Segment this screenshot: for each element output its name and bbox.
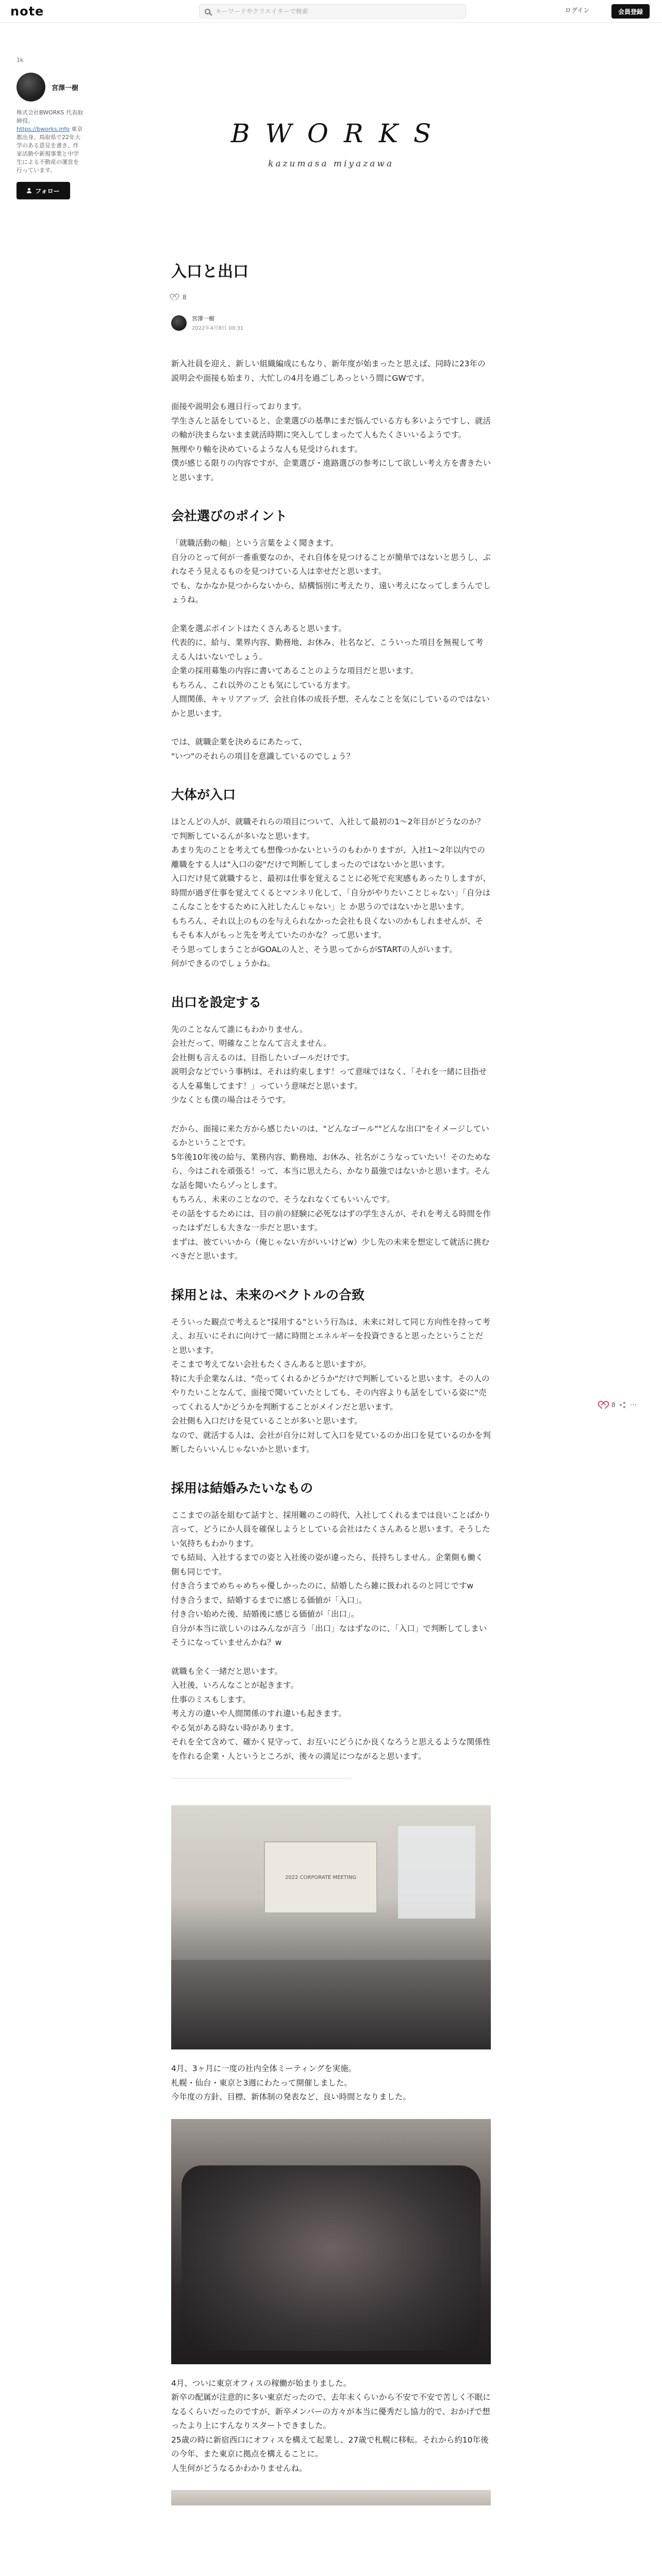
banner-title: BWORKS xyxy=(230,118,447,148)
top-header xyxy=(0,0,662,23)
heart-icon[interactable] xyxy=(171,294,178,301)
section-heading: 採用は結婚みたいなもの xyxy=(171,1480,313,1496)
login-link[interactable]: ログイン xyxy=(565,7,590,14)
paragraph: 4月、ついに東京オフィスの稼働が始まりました。 新卒の配属が注意的に多い東京だったので、去年末くらいから不安で不安で苦しく不眠になるくらいだったのですが、新卒メンバーの方々が本当に優秀だし協力的で、おかげで想ったより上にすんなりスタートできました。 25歳の時に新宿西口にオフィスを構えて起業し、27歳で札幌に移転。それから約10年後の今年、また東京に拠点を構えることに。 人生何がどうなるかわかりませんね。 xyxy=(171,2378,491,2473)
paragraph: ほとんどの人が、就職それらの項目について、入社して最初の1〜2年目がどうなのか？で判断しているんが多いなと思います。 あまり先のことを考えても想像つかないというのもわかりますが、入社1〜2年以内での離職をする人は"入口の姿"だけで判断してしまったのではないかと思います。 入口だけ見て就職すると、最初は仕事を覚えることに必死で充実感もあったりしますが、時間が過ぎ仕事を覚えてくるとマンネリ化して、「自分がやりたいことじゃない」「自分はこんなことをするために入社したんじゃない」と か思うのではないかと思います。 もちろん、それ以上のものを与えられなかった会社も良くないのかもしれませんが、そもそも本人がもっと先を考えていたのかな？って思います。 そう思ってしまうことがGOALの人と、そう思ってからがSTARTの人がいます。 何ができるのでしょうかね。 xyxy=(171,817,491,968)
person-add-icon xyxy=(27,188,32,193)
author-avatar[interactable] xyxy=(171,315,187,331)
heart-icon[interactable] xyxy=(599,1401,607,1409)
search-input[interactable] xyxy=(216,8,453,15)
author-meta xyxy=(192,314,243,331)
creator-avatar[interactable] xyxy=(16,73,45,101)
paragraph: 先のことなんて誰にもわかりません。 会社だって、明確なことなんて言えません。 会社側も言えるのは、目指したいゴールだけです。 説明会などでいう事柄は、それは約束します！って意味ではなく、「それを一緒に目指せる人を募集してます！」っていう意味だと思います。 少なくとも僕の場合はそうです。 xyxy=(171,1024,487,1105)
sidebar-label: 1k xyxy=(16,57,24,63)
paragraph: 新入社員を迎え、新しい組織編成にもなり、新年度が始まったと思えば、同時に23年の説明会や面接も始まり、大忙しの4月を過ごしあっという間にGWです。 xyxy=(171,359,486,383)
banner-subtitle: kazumasa miyazawa xyxy=(268,159,394,169)
side-actions xyxy=(599,1401,638,1409)
creator-info[interactable] xyxy=(16,73,84,101)
paragraph: だから、面接に来た方から感じたいのは、"どんなゴール""どんな出口"をイメージしているかということです。 5年後10年後の給与、業務内容、勤務地、お休み、社名がこうなっていたい！そのためなら、今はこれを頑張る！って、本当に思えたら、かなり最強ではないかと思います。そんな話を聞いたらゾっとします。 もちろん、未来のことなので、そうなれなくてもいいんです。 その話をするためには、目の前の経験に必死なはずの学生さんが、それを考える時間を作ったはずだしも大きな一歩だと思います。 まずは、彼ていいから（俺じゃない方がいいけどw）少し先の未来を想定して就活に挑むべきだと思います。 xyxy=(171,1124,491,1261)
more-icon[interactable]: ⋯ xyxy=(630,1401,638,1409)
creator-name[interactable]: 宮澤一樹 xyxy=(52,84,79,92)
header-banner xyxy=(176,118,486,169)
section-heading: 会社選びのポイント xyxy=(171,509,288,523)
follow-button[interactable] xyxy=(16,182,70,199)
projection-screen xyxy=(264,1841,377,1913)
post-date: 2022年4月8日 00:31 xyxy=(192,326,244,331)
share-icon[interactable] xyxy=(620,1402,626,1408)
author-name[interactable]: 宮澤一樹 xyxy=(192,315,214,322)
audience xyxy=(171,1960,491,2049)
creator-bio xyxy=(16,109,84,175)
article-title: 入口と出口 xyxy=(171,263,249,281)
paragraph: ここまでの話を組むて話すと、採用難のこの時代、入社してくれるまでは良いことばかり言って、どうにか人員を確保しようとしている会社はたくさんあると思います。そうしたい気持ちもわかります。 でも結局、入社するまでの姿と入社後の姿が違ったら、長持ちしません。企業側も働く側も同じです。 付き合うまでめちゃめちゃ優しかったのに、結婚したら雑に扱われるのと同じですw 付き合うまで、結婚するまでに感じる価値が「入口」。 付き合い始めた後、結婚後に感じる価値が「出口」。 自分が本当に欲しいのはみんなが言う「出口」なはずなのに、「入口」で判断してしまいそうになっていませんかね？w xyxy=(171,1510,491,1647)
follow-label: フォロー xyxy=(35,187,60,195)
people-group xyxy=(181,2165,481,2351)
article-body xyxy=(171,357,491,2505)
side-like-count: 8 xyxy=(611,1401,616,1409)
section-heading: 出口を設定する xyxy=(171,994,262,1010)
section-heading: 大体が入口 xyxy=(171,787,236,802)
paragraph: 4月、3ヶ月に一度の社内全体ミーティングを実施。 札幌・仙台・東京と3週にわたって開催しました。 今年度の方針、目標、新体制の発表など、良い時間となりました。 xyxy=(171,2064,411,2102)
note-logo[interactable]: note xyxy=(10,4,44,19)
register-button[interactable]: 会員登録 xyxy=(611,4,650,19)
article xyxy=(171,262,491,2505)
search-box[interactable] xyxy=(199,4,466,19)
search-icon xyxy=(205,9,210,14)
paragraph: そういった観点で考えると"採用する"という行為は、未来に対して同じ方向性を持って考え、お互いにそれに向けて一緒に時間とエネルギーを投資できると思ったということだと思います。 そこまで考えてない会社もたくさんあると思いますが。 特に大手企業なんは、"売ってくれるかどうか"だけで判断していると思います。その人のやりたいことなんて、面接で聞いていたとしても、その内容よりも話をしている姿に"売ってくれる人"かどうかを判断することがメインだと思います。 会社側も入口だけを見ていることが多いと思います。 なので、就活する人は、会社が自分に対して入口を見ているのか出口を見ているのかを判断したらいいんじゃないかと思います。 xyxy=(171,1317,491,1454)
creator-sidebar xyxy=(16,57,84,199)
bio-link[interactable]: https://bworks.info xyxy=(16,126,70,132)
like-row[interactable] xyxy=(171,294,491,301)
bottom-photo[interactable] xyxy=(171,2490,491,2505)
paragraph: 面接や説明会も週日行っております。 学生さんと話をしていると、企業選びの基準にまだ悩んでいる方も多いようですし、就活の軸が決まらないまま就活時期に突入してしまったて人もたくさいいるようです。 無理やり軸を決めているような人も見受けられます。 僕が感じる限りの内容ですが、企業選び・進路選びの参考にして欲しい考え方を書きたいと思います。 xyxy=(171,402,491,482)
paragraph: 「就職活動の軸」という言葉をよく聞きます。 自分のとって何が一番重要なのか、それ自体を見つけることが簡単ではないと思うし、ぶれなそう見えるものを見つけている人は幸せだと思います。 でも、なかなか見つからないから、結構悩別に考えたり、遠い考えになってしまうんでしょうね。 xyxy=(171,538,491,604)
bio-rest: 東京都出身。鳥取県で22年大学のある意見を書き、作家活動や新規事業と中学生による不動産の運営を行っています。 xyxy=(16,126,83,174)
screen-text: 2022 CORPORATE MEETING xyxy=(285,1874,357,1880)
window xyxy=(398,1826,475,1919)
bio-prefix: 株式会社BWORKS 代表取締役。 xyxy=(16,109,84,124)
group-photo[interactable] xyxy=(171,2119,491,2364)
paragraph: 企業を選ぶポイントはたくさんあると思います。 代表的に、給与、業界内容、勤務地、お休み、社名など、こういった項目を無視して考える人はいないでしょう。 企業の採用募集の内容に書いてあることのような項目だと思います。 もちろん、これ以外のことも気にしている方ます。 人間関係、キャリアアップ、会社自体の成長予想、そんなことを気にしているのではないかと思います。 xyxy=(171,623,490,718)
section-heading: 採用とは、未来のベクトルの合致 xyxy=(171,1287,365,1302)
paragraph: では、就職企業を決めるにあたって、 "いつ"のそれらの項目を意識しているのでしょう？ xyxy=(171,737,355,761)
like-count: 8 xyxy=(183,294,187,301)
meeting-photo[interactable] xyxy=(171,1805,491,2049)
author-row[interactable] xyxy=(171,314,491,331)
paragraph: 就職も全く一緒だと思います。 入社後、いろんなことが起きます。 仕事のミスもします。 考え方の違いや人間関係のすれ違いも起きます。 やる気がある時ない時があります。 それを全て含めて、確かく見守って、お互いにどうにか良くなろうと思えるような関係性を作れる企業・人というところが、後々の満足につながると思います。 xyxy=(171,1666,491,1761)
